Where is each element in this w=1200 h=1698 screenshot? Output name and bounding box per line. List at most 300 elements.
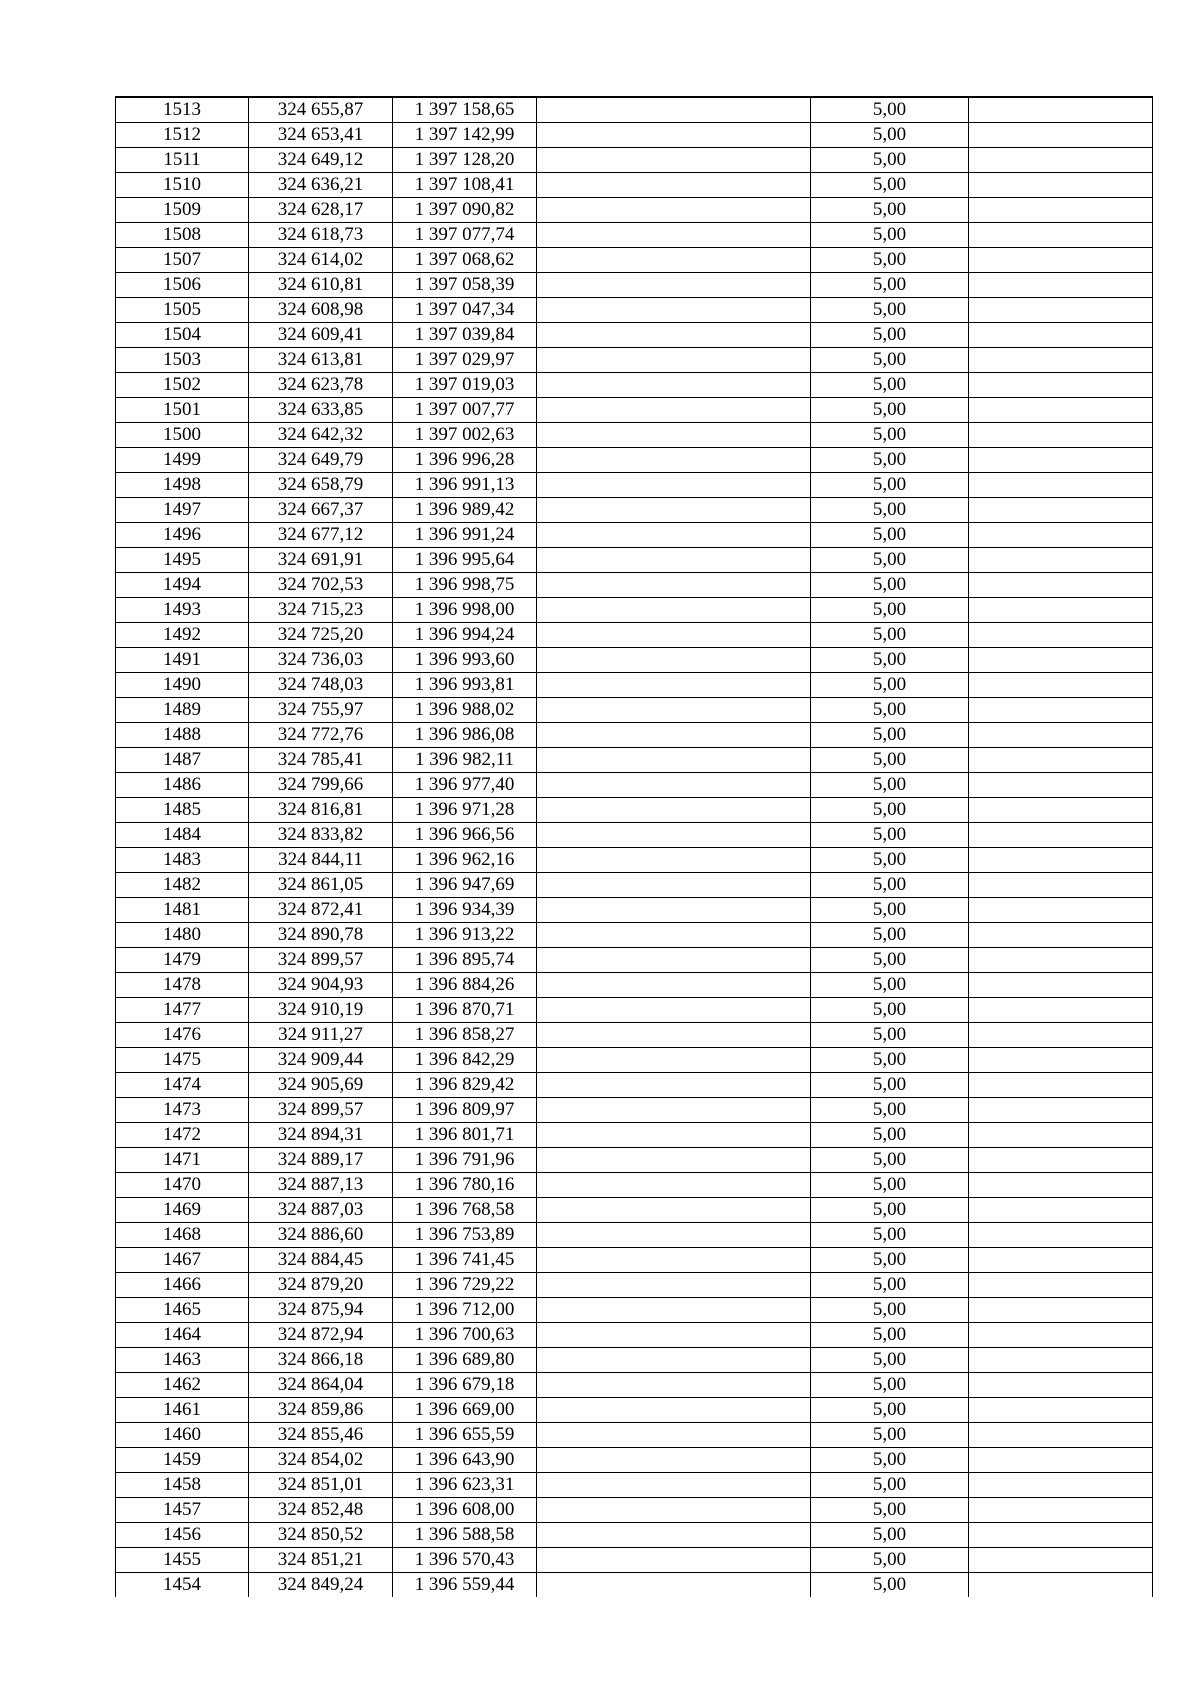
point-number-cell: 1506	[116, 273, 249, 298]
y-coordinate-cell: 1 396 842,29	[393, 1048, 537, 1073]
description-cell	[537, 1198, 811, 1223]
accuracy-cell: 5,00	[811, 473, 969, 498]
accuracy-cell: 5,00	[811, 748, 969, 773]
y-coordinate-cell: 1 396 712,00	[393, 1298, 537, 1323]
x-coordinate-cell: 324 889,17	[249, 1148, 393, 1173]
description-cell	[537, 1048, 811, 1073]
point-number-cell: 1465	[116, 1298, 249, 1323]
x-coordinate-cell: 324 909,44	[249, 1048, 393, 1073]
point-number-cell: 1497	[116, 498, 249, 523]
description-cell	[537, 498, 811, 523]
y-coordinate-cell: 1 396 884,26	[393, 973, 537, 998]
point-number-cell: 1463	[116, 1348, 249, 1373]
table-row	[116, 97, 1153, 123]
y-coordinate-cell: 1 396 741,45	[393, 1248, 537, 1273]
table-row	[116, 973, 1153, 998]
x-coordinate-cell: 324 799,66	[249, 773, 393, 798]
description-cell	[537, 1123, 811, 1148]
note-cell	[969, 998, 1153, 1023]
description-cell	[537, 248, 811, 273]
description-cell	[537, 648, 811, 673]
note-cell	[969, 97, 1153, 123]
x-coordinate-cell: 324 614,02	[249, 248, 393, 273]
note-cell	[969, 698, 1153, 723]
x-coordinate-cell: 324 866,18	[249, 1348, 393, 1373]
note-cell	[969, 398, 1153, 423]
accuracy-cell: 5,00	[811, 173, 969, 198]
table-row	[116, 1248, 1153, 1273]
x-coordinate-cell: 324 785,41	[249, 748, 393, 773]
note-cell	[969, 798, 1153, 823]
point-number-cell: 1476	[116, 1023, 249, 1048]
y-coordinate-cell: 1 396 993,60	[393, 648, 537, 673]
x-coordinate-cell: 324 884,45	[249, 1248, 393, 1273]
description-cell	[537, 1248, 811, 1273]
description-cell	[537, 723, 811, 748]
description-cell	[537, 1498, 811, 1523]
accuracy-cell: 5,00	[811, 1448, 969, 1473]
y-coordinate-cell: 1 396 996,28	[393, 448, 537, 473]
description-cell	[537, 1098, 811, 1123]
x-coordinate-cell: 324 609,41	[249, 323, 393, 348]
table-row	[116, 298, 1153, 323]
accuracy-cell: 5,00	[811, 1348, 969, 1373]
x-coordinate-cell: 324 772,76	[249, 723, 393, 748]
description-cell	[537, 1573, 811, 1598]
y-coordinate-cell: 1 396 768,58	[393, 1198, 537, 1223]
note-cell	[969, 1323, 1153, 1348]
x-coordinate-cell: 324 849,24	[249, 1573, 393, 1598]
y-coordinate-cell: 1 397 039,84	[393, 323, 537, 348]
accuracy-cell: 5,00	[811, 398, 969, 423]
accuracy-cell: 5,00	[811, 1573, 969, 1598]
note-cell	[969, 273, 1153, 298]
note-cell	[969, 148, 1153, 173]
point-number-cell: 1500	[116, 423, 249, 448]
description-cell	[537, 123, 811, 148]
note-cell	[969, 448, 1153, 473]
x-coordinate-cell: 324 879,20	[249, 1273, 393, 1298]
note-cell	[969, 548, 1153, 573]
note-cell	[969, 748, 1153, 773]
point-number-cell: 1472	[116, 1123, 249, 1148]
x-coordinate-cell: 324 864,04	[249, 1373, 393, 1398]
note-cell	[969, 123, 1153, 148]
point-number-cell: 1494	[116, 573, 249, 598]
table-row	[116, 573, 1153, 598]
description-cell	[537, 173, 811, 198]
description-cell	[537, 1523, 811, 1548]
point-number-cell: 1466	[116, 1273, 249, 1298]
note-cell	[969, 1348, 1153, 1373]
point-number-cell: 1501	[116, 398, 249, 423]
accuracy-cell: 5,00	[811, 723, 969, 748]
accuracy-cell: 5,00	[811, 1123, 969, 1148]
x-coordinate-cell: 324 623,78	[249, 373, 393, 398]
table-row	[116, 998, 1153, 1023]
x-coordinate-cell: 324 649,79	[249, 448, 393, 473]
note-cell	[969, 1573, 1153, 1598]
description-cell	[537, 273, 811, 298]
description-cell	[537, 1373, 811, 1398]
table-row	[116, 648, 1153, 673]
table-row	[116, 1198, 1153, 1223]
point-number-cell: 1473	[116, 1098, 249, 1123]
y-coordinate-cell: 1 396 700,63	[393, 1323, 537, 1348]
point-number-cell: 1513	[116, 97, 249, 123]
point-number-cell: 1503	[116, 348, 249, 373]
description-cell	[537, 698, 811, 723]
y-coordinate-cell: 1 396 570,43	[393, 1548, 537, 1573]
y-coordinate-cell: 1 397 142,99	[393, 123, 537, 148]
note-cell	[969, 1373, 1153, 1398]
note-cell	[969, 598, 1153, 623]
y-coordinate-cell: 1 396 669,00	[393, 1398, 537, 1423]
note-cell	[969, 1048, 1153, 1073]
note-cell	[969, 1448, 1153, 1473]
note-cell	[969, 1398, 1153, 1423]
accuracy-cell: 5,00	[811, 1523, 969, 1548]
description-cell	[537, 323, 811, 348]
note-cell	[969, 423, 1153, 448]
note-cell	[969, 1098, 1153, 1123]
table-row	[116, 848, 1153, 873]
note-cell	[969, 1548, 1153, 1573]
point-number-cell: 1487	[116, 748, 249, 773]
note-cell	[969, 673, 1153, 698]
table-row	[116, 1023, 1153, 1048]
table-row	[116, 523, 1153, 548]
accuracy-cell: 5,00	[811, 1548, 969, 1573]
x-coordinate-cell: 324 861,05	[249, 873, 393, 898]
table-row	[116, 1348, 1153, 1373]
table-row	[116, 1073, 1153, 1098]
note-cell	[969, 298, 1153, 323]
note-cell	[969, 498, 1153, 523]
y-coordinate-cell: 1 396 962,16	[393, 848, 537, 873]
accuracy-cell: 5,00	[811, 248, 969, 273]
x-coordinate-cell: 324 618,73	[249, 223, 393, 248]
accuracy-cell: 5,00	[811, 1473, 969, 1498]
note-cell	[969, 823, 1153, 848]
point-number-cell: 1502	[116, 373, 249, 398]
note-cell	[969, 348, 1153, 373]
accuracy-cell: 5,00	[811, 1323, 969, 1348]
table-row	[116, 923, 1153, 948]
x-coordinate-cell: 324 887,13	[249, 1173, 393, 1198]
y-coordinate-cell: 1 396 895,74	[393, 948, 537, 973]
point-number-cell: 1454	[116, 1573, 249, 1598]
x-coordinate-cell: 324 748,03	[249, 673, 393, 698]
note-cell	[969, 973, 1153, 998]
x-coordinate-cell: 324 613,81	[249, 348, 393, 373]
table-row	[116, 1473, 1153, 1498]
point-number-cell: 1496	[116, 523, 249, 548]
y-coordinate-cell: 1 396 988,02	[393, 698, 537, 723]
description-cell	[537, 423, 811, 448]
table-row	[116, 798, 1153, 823]
y-coordinate-cell: 1 397 058,39	[393, 273, 537, 298]
coordinates-table	[115, 96, 1153, 1597]
note-cell	[969, 923, 1153, 948]
y-coordinate-cell: 1 396 829,42	[393, 1073, 537, 1098]
note-cell	[969, 623, 1153, 648]
table-row	[116, 1373, 1153, 1398]
accuracy-cell: 5,00	[811, 548, 969, 573]
note-cell	[969, 1248, 1153, 1273]
description-cell	[537, 1473, 811, 1498]
table-row	[116, 623, 1153, 648]
table-row	[116, 1273, 1153, 1298]
description-cell	[537, 1348, 811, 1373]
accuracy-cell: 5,00	[811, 873, 969, 898]
description-cell	[537, 1023, 811, 1048]
description-cell	[537, 773, 811, 798]
accuracy-cell: 5,00	[811, 1248, 969, 1273]
point-number-cell: 1462	[116, 1373, 249, 1398]
note-cell	[969, 1073, 1153, 1098]
accuracy-cell: 5,00	[811, 773, 969, 798]
accuracy-cell: 5,00	[811, 998, 969, 1023]
accuracy-cell: 5,00	[811, 923, 969, 948]
accuracy-cell: 5,00	[811, 1148, 969, 1173]
description-cell	[537, 148, 811, 173]
table-row	[116, 698, 1153, 723]
point-number-cell: 1499	[116, 448, 249, 473]
y-coordinate-cell: 1 397 090,82	[393, 198, 537, 223]
y-coordinate-cell: 1 397 158,65	[393, 97, 537, 123]
description-cell	[537, 223, 811, 248]
table-row	[116, 748, 1153, 773]
note-cell	[969, 248, 1153, 273]
description-cell	[537, 998, 811, 1023]
description-cell	[537, 1273, 811, 1298]
accuracy-cell: 5,00	[811, 1173, 969, 1198]
description-cell	[537, 923, 811, 948]
table-row	[116, 773, 1153, 798]
y-coordinate-cell: 1 396 986,08	[393, 723, 537, 748]
point-number-cell: 1512	[116, 123, 249, 148]
table-row	[116, 198, 1153, 223]
accuracy-cell: 5,00	[811, 423, 969, 448]
accuracy-cell: 5,00	[811, 97, 969, 123]
point-number-cell: 1456	[116, 1523, 249, 1548]
description-cell	[537, 198, 811, 223]
description-cell	[537, 348, 811, 373]
note-cell	[969, 1298, 1153, 1323]
point-number-cell: 1490	[116, 673, 249, 698]
note-cell	[969, 323, 1153, 348]
accuracy-cell: 5,00	[811, 1498, 969, 1523]
y-coordinate-cell: 1 396 998,00	[393, 598, 537, 623]
point-number-cell: 1486	[116, 773, 249, 798]
y-coordinate-cell: 1 396 858,27	[393, 1023, 537, 1048]
accuracy-cell: 5,00	[811, 1198, 969, 1223]
x-coordinate-cell: 324 887,03	[249, 1198, 393, 1223]
accuracy-cell: 5,00	[811, 148, 969, 173]
table-row	[116, 1498, 1153, 1523]
y-coordinate-cell: 1 397 047,34	[393, 298, 537, 323]
accuracy-cell: 5,00	[811, 1273, 969, 1298]
table-row	[116, 1148, 1153, 1173]
note-cell	[969, 898, 1153, 923]
x-coordinate-cell: 324 677,12	[249, 523, 393, 548]
description-cell	[537, 1298, 811, 1323]
note-cell	[969, 1023, 1153, 1048]
accuracy-cell: 5,00	[811, 948, 969, 973]
table-row	[116, 248, 1153, 273]
x-coordinate-cell: 324 886,60	[249, 1223, 393, 1248]
table-row	[116, 223, 1153, 248]
table-row	[116, 1523, 1153, 1548]
x-coordinate-cell: 324 608,98	[249, 298, 393, 323]
point-number-cell: 1461	[116, 1398, 249, 1423]
accuracy-cell: 5,00	[811, 198, 969, 223]
description-cell	[537, 97, 811, 123]
x-coordinate-cell: 324 899,57	[249, 1098, 393, 1123]
description-cell	[537, 898, 811, 923]
accuracy-cell: 5,00	[811, 1373, 969, 1398]
point-number-cell: 1505	[116, 298, 249, 323]
y-coordinate-cell: 1 396 995,64	[393, 548, 537, 573]
note-cell	[969, 223, 1153, 248]
note-cell	[969, 1223, 1153, 1248]
description-cell	[537, 1223, 811, 1248]
point-number-cell: 1478	[116, 973, 249, 998]
description-cell	[537, 573, 811, 598]
x-coordinate-cell: 324 715,23	[249, 598, 393, 623]
accuracy-cell: 5,00	[811, 223, 969, 248]
accuracy-cell: 5,00	[811, 1423, 969, 1448]
table-row	[116, 273, 1153, 298]
table-row	[116, 448, 1153, 473]
note-cell	[969, 1423, 1153, 1448]
point-number-cell: 1495	[116, 548, 249, 573]
point-number-cell: 1509	[116, 198, 249, 223]
table-row	[116, 423, 1153, 448]
y-coordinate-cell: 1 396 971,28	[393, 798, 537, 823]
table-row	[116, 1323, 1153, 1348]
y-coordinate-cell: 1 396 947,69	[393, 873, 537, 898]
y-coordinate-cell: 1 396 679,18	[393, 1373, 537, 1398]
y-coordinate-cell: 1 396 559,44	[393, 1573, 537, 1598]
x-coordinate-cell: 324 649,12	[249, 148, 393, 173]
note-cell	[969, 1148, 1153, 1173]
x-coordinate-cell: 324 850,52	[249, 1523, 393, 1548]
table-row	[116, 348, 1153, 373]
accuracy-cell: 5,00	[811, 823, 969, 848]
x-coordinate-cell: 324 833,82	[249, 823, 393, 848]
description-cell	[537, 1398, 811, 1423]
x-coordinate-cell: 324 844,11	[249, 848, 393, 873]
y-coordinate-cell: 1 396 982,11	[393, 748, 537, 773]
table-row	[116, 1173, 1153, 1198]
point-number-cell: 1493	[116, 598, 249, 623]
description-cell	[537, 398, 811, 423]
y-coordinate-cell: 1 396 991,24	[393, 523, 537, 548]
accuracy-cell: 5,00	[811, 348, 969, 373]
point-number-cell: 1460	[116, 1423, 249, 1448]
x-coordinate-cell: 324 859,86	[249, 1398, 393, 1423]
point-number-cell: 1482	[116, 873, 249, 898]
table-row	[116, 1423, 1153, 1448]
description-cell	[537, 873, 811, 898]
table-row	[116, 148, 1153, 173]
note-cell	[969, 1273, 1153, 1298]
accuracy-cell: 5,00	[811, 1023, 969, 1048]
accuracy-cell: 5,00	[811, 798, 969, 823]
accuracy-cell: 5,00	[811, 273, 969, 298]
table-row	[116, 598, 1153, 623]
x-coordinate-cell: 324 910,19	[249, 998, 393, 1023]
accuracy-cell: 5,00	[811, 898, 969, 923]
x-coordinate-cell: 324 658,79	[249, 473, 393, 498]
x-coordinate-cell: 324 642,32	[249, 423, 393, 448]
accuracy-cell: 5,00	[811, 1223, 969, 1248]
x-coordinate-cell: 324 655,87	[249, 97, 393, 123]
point-number-cell: 1470	[116, 1173, 249, 1198]
description-cell	[537, 373, 811, 398]
y-coordinate-cell: 1 397 019,03	[393, 373, 537, 398]
description-cell	[537, 1073, 811, 1098]
y-coordinate-cell: 1 397 077,74	[393, 223, 537, 248]
table-row	[116, 1048, 1153, 1073]
point-number-cell: 1479	[116, 948, 249, 973]
description-cell	[537, 298, 811, 323]
note-cell	[969, 873, 1153, 898]
description-cell	[537, 523, 811, 548]
x-coordinate-cell: 324 610,81	[249, 273, 393, 298]
y-coordinate-cell: 1 396 753,89	[393, 1223, 537, 1248]
y-coordinate-cell: 1 396 991,13	[393, 473, 537, 498]
x-coordinate-cell: 324 628,17	[249, 198, 393, 223]
note-cell	[969, 573, 1153, 598]
y-coordinate-cell: 1 396 998,75	[393, 573, 537, 598]
accuracy-cell: 5,00	[811, 648, 969, 673]
table-row	[116, 1298, 1153, 1323]
point-number-cell: 1507	[116, 248, 249, 273]
table-row	[116, 398, 1153, 423]
x-coordinate-cell: 324 725,20	[249, 623, 393, 648]
x-coordinate-cell: 324 736,03	[249, 648, 393, 673]
note-cell	[969, 373, 1153, 398]
x-coordinate-cell: 324 905,69	[249, 1073, 393, 1098]
point-number-cell: 1457	[116, 1498, 249, 1523]
accuracy-cell: 5,00	[811, 848, 969, 873]
point-number-cell: 1458	[116, 1473, 249, 1498]
x-coordinate-cell: 324 633,85	[249, 398, 393, 423]
table-row	[116, 1123, 1153, 1148]
table-row	[116, 873, 1153, 898]
y-coordinate-cell: 1 396 994,24	[393, 623, 537, 648]
point-number-cell: 1488	[116, 723, 249, 748]
accuracy-cell: 5,00	[811, 373, 969, 398]
y-coordinate-cell: 1 396 608,00	[393, 1498, 537, 1523]
table-row	[116, 173, 1153, 198]
point-number-cell: 1511	[116, 148, 249, 173]
table-row	[116, 123, 1153, 148]
table-row	[116, 473, 1153, 498]
note-cell	[969, 1473, 1153, 1498]
x-coordinate-cell: 324 851,21	[249, 1548, 393, 1573]
table-row	[116, 548, 1153, 573]
y-coordinate-cell: 1 397 128,20	[393, 148, 537, 173]
accuracy-cell: 5,00	[811, 1398, 969, 1423]
description-cell	[537, 623, 811, 648]
table-row	[116, 898, 1153, 923]
x-coordinate-cell: 324 899,57	[249, 948, 393, 973]
x-coordinate-cell: 324 755,97	[249, 698, 393, 723]
